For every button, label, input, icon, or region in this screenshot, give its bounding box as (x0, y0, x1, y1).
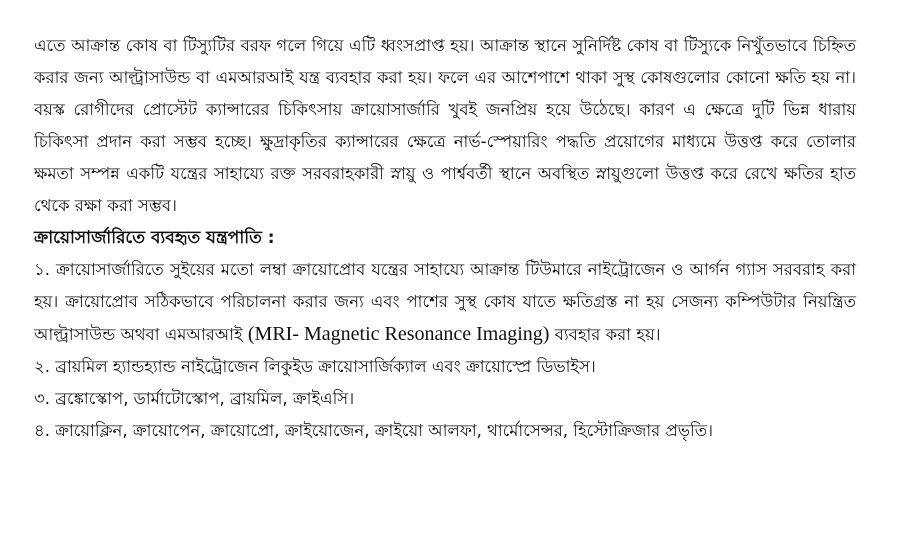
list-item-2: ২. ব্রায়মিল হ্যান্ডহ্যান্ড নাইট্রোজেন লিকুইড ক্রায়োসার্জিক্যাল এবং ক্রায়োস্প্রে ডিভাইস। (34, 357, 596, 376)
list-item-4: ৪. ক্রায়োক্লিন, ক্রায়োপেন, ক্রায়োপ্রো, ক্রাইয়োজেন, ক্রাইয়ো আলফা, থার্মোসেন্সর, হিস্টোক্রিজার প্রভৃতি। (34, 421, 714, 440)
list-item-1 (34, 254, 856, 351)
section-heading: ক্রায়োসার্জারিতে ব্যবহৃত যন্ত্রপাতি : (34, 228, 275, 248)
list-item-1-text: ১. ক্রায়োসার্জারিতে সুইয়ের মতো লম্বা ক্রায়োপ্রোব যন্ত্রের সাহায্যে আক্রান্ত টিউমারে নাইট্রোজেন ও আর্গন গ্যাস সরবরাহ করা হয়। ক্রায়োপ্রোব সঠিকভাবে পরিচালনা করার জন্য এবং পাশের সুস্থ কোষ যাতে ক্ষতিগ্রস্ত না হয় সেজন্য কম্পিউটার নিয়ন্ত্রিত আল্ট্রাসাউন্ড অথবা এমআরআই (34, 260, 856, 344)
intro-paragraph: এতে আক্রান্ত কোষ বা টিস্যুটির বরফ গলে গিয়ে এটি ধ্বংসপ্রাপ্ত হয়। আক্রান্ত স্থানে সুনির্দিষ্ট কোষ বা টিস্যুকে নিখুঁতভাবে চিহ্নিত করার জন্য আল্ট্রাসাউন্ড বা এমআরআই যন্ত্র ব্যবহার করা হয়। ফলে এর আশেপাশে থাকা সুস্থ কোষগুলোর কোনো ক্ষতি হয় না। বয়স্ক রোগীদের প্রোস্টেট ক্যান্সারের চিকিৎসায় ক্রায়োসার্জারি খুবই জনপ্রিয় হয়ে উঠেছে। কারণ এ ক্ষেত্রে দুটি ভিন্ন ধারায় চিকিৎসা প্রদান করা সম্ভব হচ্ছে। ক্ষুদ্রাকৃতির ক্যান্সারের ক্ষেত্রে নার্ভ-স্পেয়ারিং পদ্ধতি প্রয়োগের মাধ্যমে উত্তপ্ত করে তোলার ক্ষমতা সম্পন্ন একটি যন্ত্রের সাহায্যে রক্ত সরবরাহকারী স্নায়ু ও পার্শ্ববর্তী স্থানে অবস্থিত স্নায়ুগুলো উত্তপ্ত করে রেখে ক্ষতির হাত থেকে রক্ষা করা সম্ভব। (34, 36, 856, 215)
list-item-1-tail: ব্যবহার করা হয়। (554, 325, 661, 344)
list-item-3: ৩. ব্রঙ্কোস্কোপ, ডার্মাটোস্কোপ, ব্রায়মিল, ক্রাইএসি। (34, 389, 355, 408)
list-item-1-mri-term: (MRI- Magnetic Resonance Imaging) (247, 323, 550, 345)
